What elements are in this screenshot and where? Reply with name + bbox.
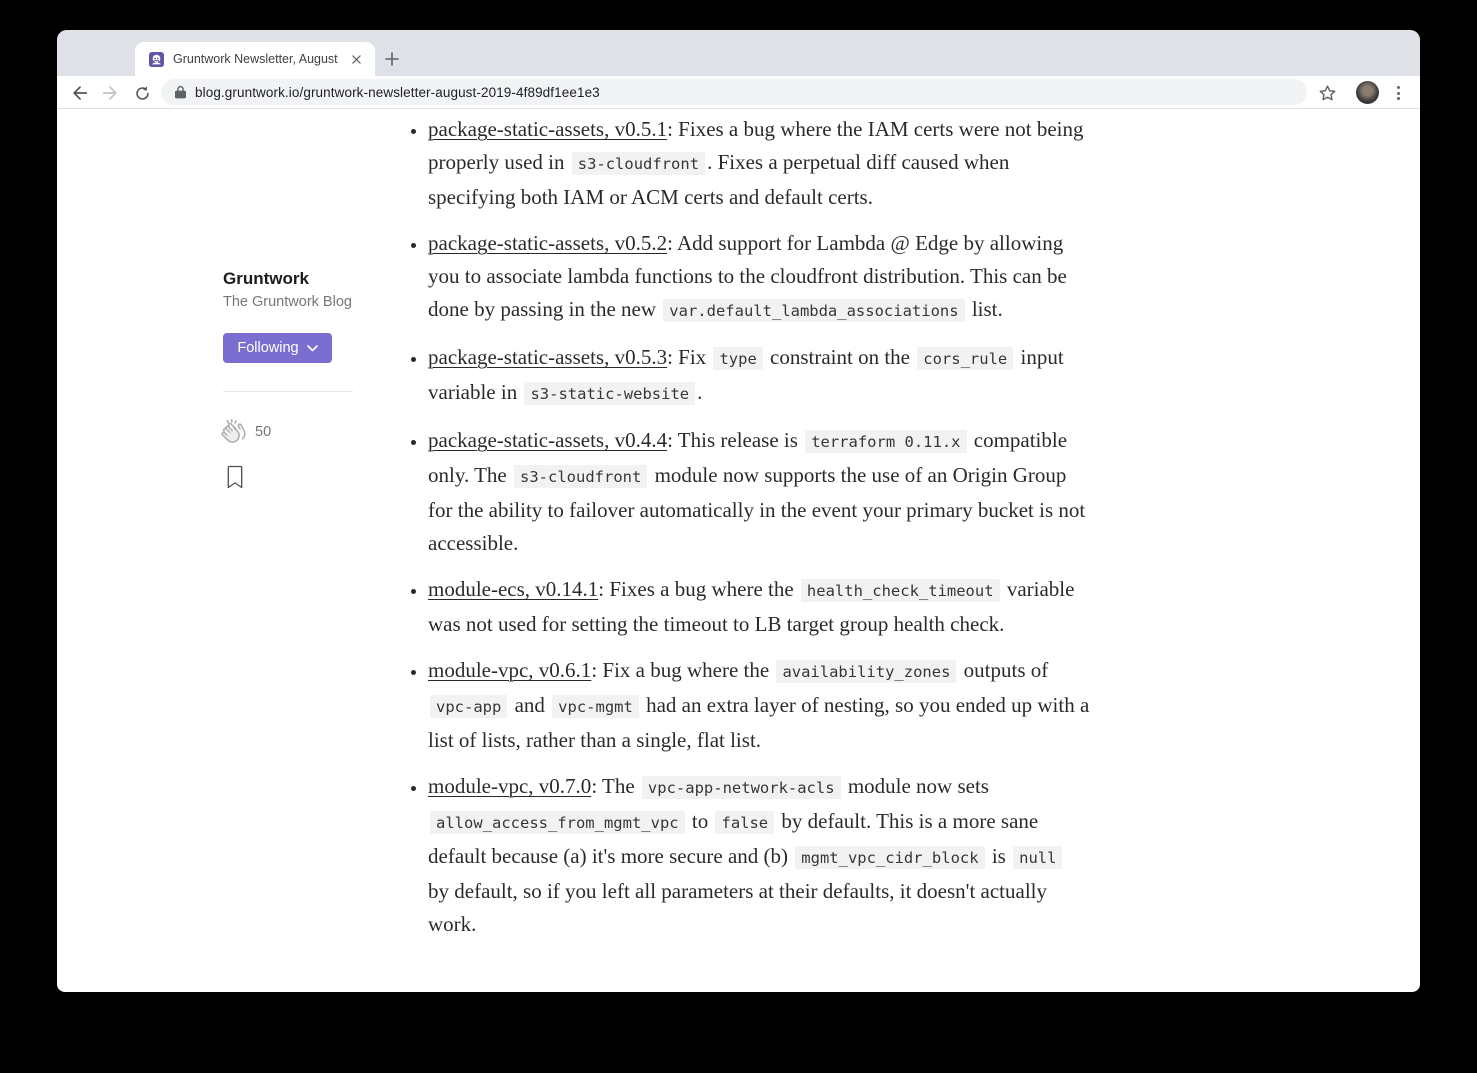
- text-run: by default, so if you left all parameters at their defaults, it doesn't actually work.: [428, 879, 1047, 936]
- list-item: [428, 770, 1090, 941]
- text-run: variable was not used for setting the timeout to LB target group health check.: [428, 577, 1075, 636]
- inline-code: mgmt_vpc_cidr_block: [795, 846, 984, 869]
- list-item: [428, 654, 1090, 757]
- list-item: [428, 573, 1090, 641]
- inline-code: health_check_timeout: [801, 579, 1000, 602]
- clap-icon[interactable]: [218, 417, 248, 447]
- inline-code: terraform 0.11.x: [805, 430, 966, 453]
- star-icon[interactable]: [1316, 82, 1338, 104]
- list-item: [428, 227, 1090, 328]
- inline-code: vpc-app-network-acls: [642, 776, 841, 799]
- text-run: module now supports the use of an Origin Group for the ability to failover automatically in the event your primary bucket is not accessible.: [428, 463, 1086, 555]
- reload-icon[interactable]: [131, 82, 153, 104]
- inline-code: availability_zones: [776, 660, 956, 683]
- browser-toolbar: [57, 76, 1420, 109]
- list-item: [428, 113, 1090, 214]
- text-run: : Fixes a bug where the: [598, 577, 799, 601]
- following-button[interactable]: [223, 333, 332, 363]
- inline-code: var.default_lambda_associations: [663, 299, 964, 322]
- url-bar[interactable]: [161, 79, 1307, 105]
- close-icon[interactable]: [348, 51, 365, 68]
- text-run: constraint on the: [764, 345, 916, 369]
- text-run: : Add support for Lambda @ Edge by allowing you to associate lambda functions to the cloudfront distribution. This can be done by passing in the new: [428, 231, 1067, 321]
- inline-code: s3-cloudfront: [514, 465, 647, 488]
- forward-arrow-icon[interactable]: [99, 82, 121, 104]
- page-content: [57, 109, 1420, 991]
- release-link[interactable]: package-static-assets, v0.5.3: [428, 345, 668, 369]
- list-item: [428, 424, 1090, 560]
- publication-tagline: The Gruntwork Blog: [223, 294, 352, 310]
- inline-code: null: [1013, 846, 1062, 869]
- inline-code: type: [713, 347, 762, 370]
- avatar[interactable]: [1356, 81, 1379, 104]
- lock-icon: [175, 85, 186, 99]
- three-dot-menu-icon[interactable]: [1387, 82, 1409, 104]
- text-run: .: [697, 380, 703, 404]
- text-run: module now sets: [842, 774, 989, 798]
- text-run: and: [509, 693, 551, 717]
- following-button-label: Following: [237, 340, 299, 356]
- text-run: by default. This is a more sane default because (a) it's more secure and (b): [428, 809, 1039, 868]
- text-run: : Fixes a bug where the IAM certs were not being properly used in: [428, 117, 1084, 174]
- gruntwork-favicon-icon: [149, 52, 164, 67]
- text-run: : Fix a bug where the: [591, 658, 775, 682]
- chevron-down-icon: [307, 345, 318, 352]
- inline-code: cors_rule: [917, 347, 1013, 370]
- text-run: compatible only. The: [428, 428, 1068, 487]
- text-run: input variable in: [428, 345, 1064, 404]
- text-run: : This release is: [667, 428, 804, 452]
- inline-code: false: [715, 811, 774, 834]
- text-run: outputs of: [958, 658, 1049, 682]
- sidebar-divider: [223, 391, 353, 392]
- text-run: list.: [966, 297, 1003, 321]
- text-run: is: [986, 844, 1012, 868]
- back-arrow-icon[interactable]: [69, 82, 91, 104]
- inline-code: allow_access_from_mgmt_vpc: [430, 811, 685, 834]
- claps-row: [218, 417, 271, 447]
- inline-code: s3-cloudfront: [572, 152, 705, 175]
- browser-window: [57, 30, 1420, 992]
- url-text: blog.gruntwork.io/gruntwork-newsletter-august-2019-4f89df1ee1e3: [195, 84, 600, 100]
- bookmark-icon[interactable]: [226, 465, 246, 491]
- text-run: : The: [591, 774, 640, 798]
- release-link[interactable]: module-ecs, v0.14.1: [428, 577, 599, 601]
- browser-tab[interactable]: [135, 42, 375, 76]
- release-link[interactable]: module-vpc, v0.6.1: [428, 658, 592, 682]
- release-link[interactable]: module-vpc, v0.7.0: [428, 774, 592, 798]
- inline-code: vpc-app: [430, 695, 507, 718]
- text-run: to: [686, 809, 714, 833]
- new-tab-button[interactable]: [379, 46, 405, 72]
- text-run: : Fix: [667, 345, 712, 369]
- publication-name: Gruntwork: [223, 269, 309, 288]
- release-link[interactable]: package-static-assets, v0.5.2: [428, 231, 668, 255]
- release-link[interactable]: package-static-assets, v0.5.1: [428, 117, 668, 141]
- inline-code: vpc-mgmt: [552, 695, 639, 718]
- text-run: . Fixes a perpetual diff caused when specifying both IAM or ACM certs and default certs.: [428, 150, 1010, 209]
- tab-bar: [57, 30, 1420, 76]
- claps-count: 50: [255, 424, 272, 440]
- release-list: [408, 113, 1090, 954]
- text-run: had an extra layer of nesting, so you ended up with a list of lists, rather than a single, flat list.: [428, 693, 1090, 752]
- tab-title: Gruntwork Newsletter, August: [173, 52, 338, 66]
- release-link[interactable]: package-static-assets, v0.4.4: [428, 428, 668, 452]
- list-item: [428, 341, 1090, 411]
- inline-code: s3-static-website: [524, 382, 695, 405]
